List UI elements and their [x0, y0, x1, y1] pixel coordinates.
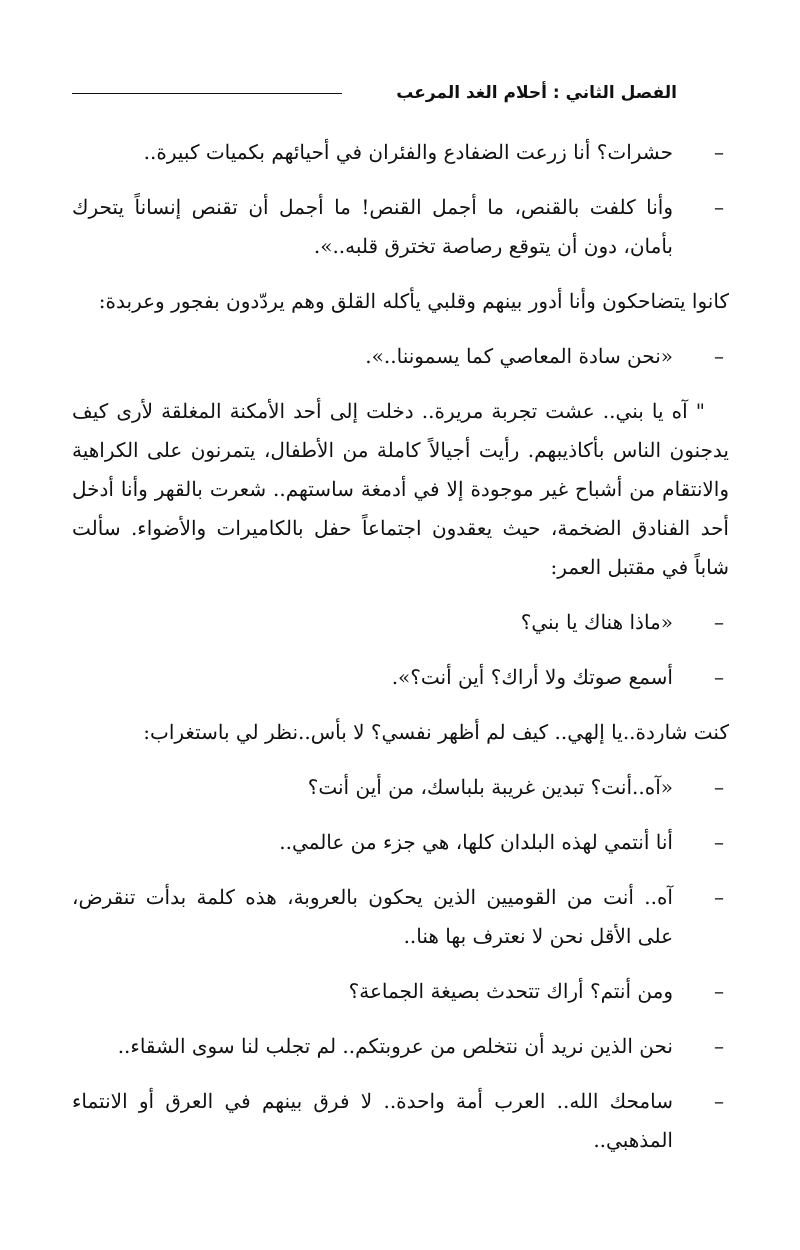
dialogue-line — [72, 1082, 729, 1160]
dialogue-line — [72, 603, 729, 642]
narrative-paragraph: كانوا يتضاحكون وأنا أدور بينهم وقلبي يأكله القلق وهم يردّدون بفجور وعربدة: — [98, 289, 729, 313]
dialogue-dash: – — [714, 610, 724, 634]
dialogue-text: أسمع صوتك ولا أراك؟ أين أنت؟». — [391, 665, 673, 689]
dialogue-text: حشرات؟ أنا زرعت الضفادع والفئران في أحيائهم بكميات كبيرة.. — [143, 140, 673, 164]
dialogue-text: نحن الذين نريد أن نتخلص من عروبتكم.. لم تجلب لنا سوى الشقاء.. — [117, 1034, 673, 1058]
dialogue-line — [72, 658, 729, 697]
dialogue-text: «ماذا هناك يا بني؟ — [520, 610, 673, 634]
dialogue-dash: – — [714, 830, 724, 854]
dialogue-line — [72, 188, 729, 266]
dialogue-line — [72, 337, 729, 376]
dialogue-text: وأنا كلفت بالقنص، ما أجمل القنص! ما أجمل أن تقنص إنساناً يتحرك بأمان، دون أن يتوقع رصاصة تخترق قلبه..». — [72, 195, 673, 258]
dialogue-text: آه.. أنت من القوميين الذين يحكون بالعروبة، هذه كلمة بدأت تنقرض، على الأقل نحن لا نعترف بها هنا.. — [72, 885, 673, 948]
dialogue-text: أنا أنتمي لهذه البلدان كلها، هي جزء من عالمي.. — [279, 830, 673, 854]
page-header — [72, 78, 677, 108]
dialogue-line — [72, 133, 729, 172]
dialogue-line — [72, 972, 729, 1011]
chapter-title: الفصل الثاني : أحلام الغد المرعب — [396, 83, 677, 103]
dialogue-line — [72, 878, 729, 956]
dialogue-dash: – — [714, 885, 724, 909]
dialogue-line — [72, 768, 729, 807]
dialogue-line — [72, 1027, 729, 1066]
dialogue-dash: – — [714, 195, 724, 219]
dialogue-dash: – — [714, 1089, 724, 1113]
dialogue-dash: – — [714, 344, 724, 368]
dialogue-text: سامحك الله.. العرب أمة واحدة.. لا فرق بينهم في العرق أو الانتماء المذهبي.. — [72, 1089, 673, 1152]
dialogue-dash: – — [714, 140, 724, 164]
narrative-paragraph: كنت شاردة..يا إلهي.. كيف لم أظهر نفسي؟ لا بأس..نظر لي باستغراب: — [143, 720, 729, 744]
header-rule — [72, 93, 342, 94]
dialogue-text: «آه..أنت؟ تبدين غريبة بلباسك، من أين أنت؟ — [307, 775, 673, 799]
dialogue-dash: – — [714, 775, 724, 799]
dialogue-text: «نحن سادة المعاصي كما يسموننا..». — [365, 344, 673, 368]
narrative-paragraph: " آه يا بني.. عشت تجربة مريرة.. دخلت إلى أحد الأمكنة المغلقة لأرى كيف يدجنون الناس بأكاذيبهم. رأيت أجيالاً كاملة من الأطفال، يتمرنون على الكراهية والانتقام من أشباح غير موجودة إلا في أدمغة ساستهم.. شعرت بالقهر وأنا أدخل أحد الفنادق الضخمة، حيث يعقدون اجتماعاً حفل بالكاميرات والأضواء. سألت شاباً في مقتبل العمر: — [72, 399, 729, 579]
dialogue-text: ومن أنتم؟ أراك تتحدث بصيغة الجماعة؟ — [348, 979, 673, 1003]
dialogue-dash: – — [714, 665, 724, 689]
dialogue-dash: – — [714, 979, 724, 1003]
page-body — [72, 133, 729, 1176]
dialogue-dash: – — [714, 1034, 724, 1058]
dialogue-line — [72, 823, 729, 862]
